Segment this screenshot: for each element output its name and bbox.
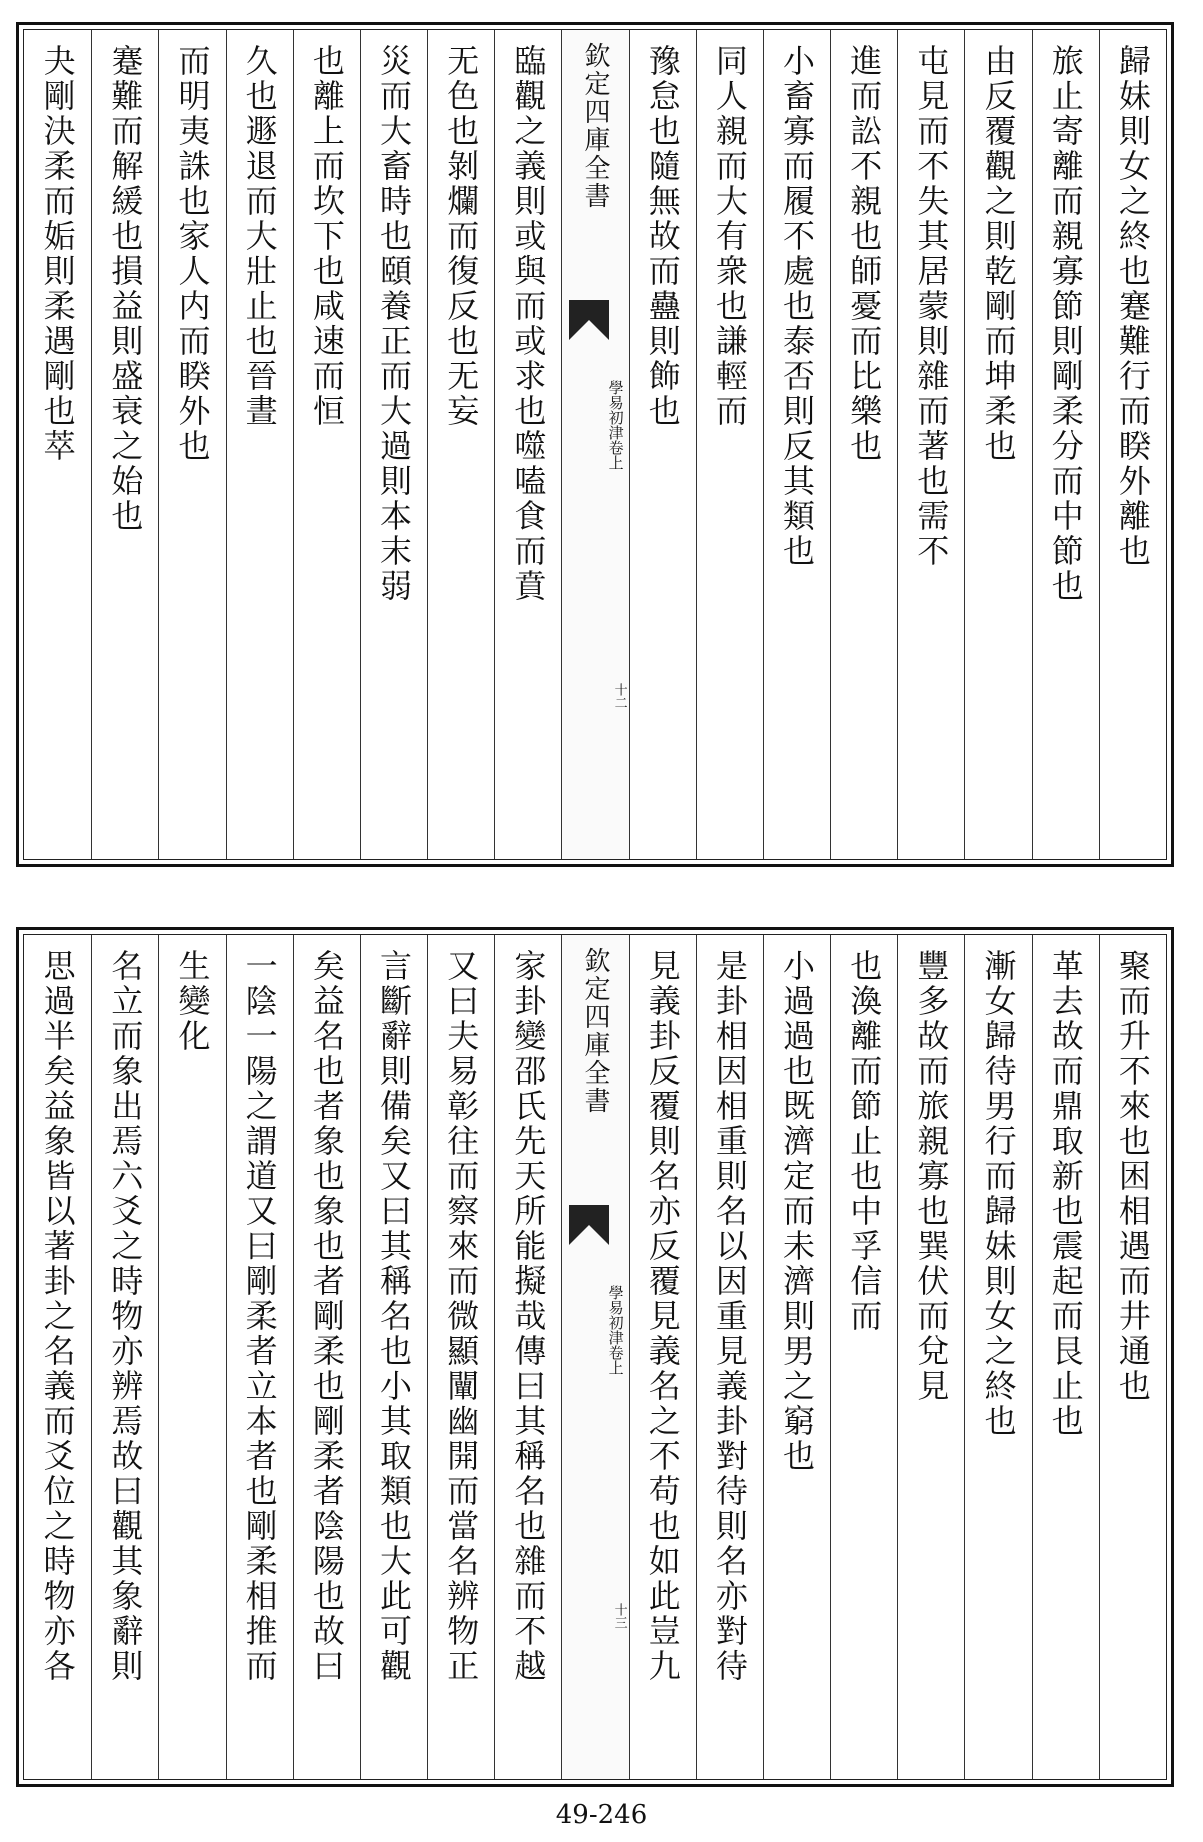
text-column: [293, 30, 360, 859]
column-text: 蹇難而解緩也損益則盛衰之始也: [106, 44, 145, 534]
text-column: [427, 30, 494, 859]
fish-tail-mark-icon: [569, 300, 609, 340]
column-text: 革去故而鼎取新也震起而艮止也: [1046, 949, 1085, 1439]
folio-number: 十三: [611, 1603, 627, 1629]
column-text: 旅止寄離而親寡節則剛柔分而中節也: [1046, 44, 1085, 604]
folio-number: 十二: [611, 683, 627, 709]
text-column: [158, 30, 225, 859]
text-column: [897, 935, 964, 1779]
column-text: 思過半矣益象皆以著卦之名義而爻位之時物亦各: [38, 949, 77, 1684]
column-text: 是卦相因相重則名以因重見義卦對待則名亦對待: [710, 949, 749, 1684]
text-column: [158, 935, 225, 1779]
column-text: 歸妹則女之終也蹇難行而睽外離也: [1113, 44, 1152, 569]
column-text: 由反覆觀之則乾剛而坤柔也: [979, 44, 1018, 464]
text-column: [830, 30, 897, 859]
column-text: 臨觀之義則或與而或求也噬嗑食而賁: [509, 44, 548, 604]
column-text: 屯見而不失其居蒙則雜而著也需不: [912, 44, 951, 569]
book-title: 欽定四庫全書: [580, 42, 611, 210]
book-title: 欽定四庫全書: [580, 947, 611, 1115]
column-text: 生變化: [173, 949, 212, 1054]
column-text: 言斷辭則備矣又曰其稱名也小其取類也大此可觀: [375, 949, 414, 1684]
text-column: [1032, 30, 1099, 859]
text-column: [293, 935, 360, 1779]
column-text: 豫怠也隨無故而蠱則飾也: [643, 44, 682, 429]
text-column: [696, 935, 763, 1779]
text-column: [24, 935, 91, 1779]
fish-tail-mark-icon: [569, 1205, 609, 1245]
text-column: [763, 30, 830, 859]
column-text: 同人親而大有衆也謙輕而: [710, 44, 749, 429]
top-page: [16, 22, 1174, 867]
text-column: [897, 30, 964, 859]
top-page-columns: [23, 29, 1167, 860]
text-column: [763, 935, 830, 1779]
column-text: 家卦變邵氏先天所能擬哉傳曰其稱名也雜而不越: [509, 949, 548, 1684]
center-margin: [561, 30, 628, 859]
column-text: 而明夷誅也家人内而睽外也: [173, 44, 212, 464]
text-column: [360, 30, 427, 859]
bottom-page: [16, 927, 1174, 1787]
text-column: [226, 30, 293, 859]
text-column: [226, 935, 293, 1779]
column-text: 見義卦反覆則名亦反覆見義名之不苟也如此豈九: [643, 949, 682, 1684]
center-margin: [561, 935, 628, 1779]
page-footer-number: 49-246: [555, 1800, 648, 1830]
text-column: [494, 30, 561, 859]
bottom-page-columns: [23, 934, 1167, 1780]
column-text: 久也遯退而大壯止也晉晝: [240, 44, 279, 429]
column-text: 又曰夫易彰往而察來而微顯闡幽開而當名辨物正: [442, 949, 481, 1684]
text-column: [1032, 935, 1099, 1779]
text-column: [24, 30, 91, 859]
column-text: 漸女歸待男行而歸妹則女之終也: [979, 949, 1018, 1439]
column-text: 无色也剝爛而復反也无妄: [442, 44, 481, 429]
text-column: [427, 935, 494, 1779]
column-text: 矣益名也者象也象也者剛柔也剛柔者陰陽也故曰: [307, 949, 346, 1684]
column-text: 小過過也既濟定而未濟則男之窮也: [778, 949, 817, 1474]
text-column: [964, 935, 1031, 1779]
column-text: 也離上而坎下也咸速而恒: [307, 44, 346, 429]
column-text: 也渙離而節止也中孚信而: [845, 949, 884, 1334]
text-column: [1099, 30, 1166, 859]
text-column: [629, 30, 696, 859]
column-text: 名立而象出焉六爻之時物亦辨焉故曰觀其象辭則: [106, 949, 145, 1684]
column-text: 一陰一陽之謂道又曰剛柔者立本者也剛柔相推而: [240, 949, 279, 1684]
volume-subtitle: 學易初津卷上: [606, 1285, 625, 1375]
text-column: [696, 30, 763, 859]
column-text: 豐多故而旅親寡也巽伏而兌見: [912, 949, 951, 1404]
column-text: 災而大畜時也頤養正而大過則本末弱: [375, 44, 414, 604]
text-column: [629, 935, 696, 1779]
column-text: 夬剛決柔而姤則柔遇剛也萃: [38, 44, 77, 464]
column-text: 進而訟不親也師憂而比樂也: [845, 44, 884, 464]
text-column: [91, 935, 158, 1779]
text-column: [964, 30, 1031, 859]
column-text: 小畜寡而履不處也泰否則反其類也: [778, 44, 817, 569]
volume-subtitle: 學易初津卷上: [606, 380, 625, 470]
text-column: [830, 935, 897, 1779]
text-column: [91, 30, 158, 859]
column-text: 聚而升不來也困相遇而井通也: [1113, 949, 1152, 1404]
text-column: [360, 935, 427, 1779]
text-column: [1099, 935, 1166, 1779]
text-column: [494, 935, 561, 1779]
